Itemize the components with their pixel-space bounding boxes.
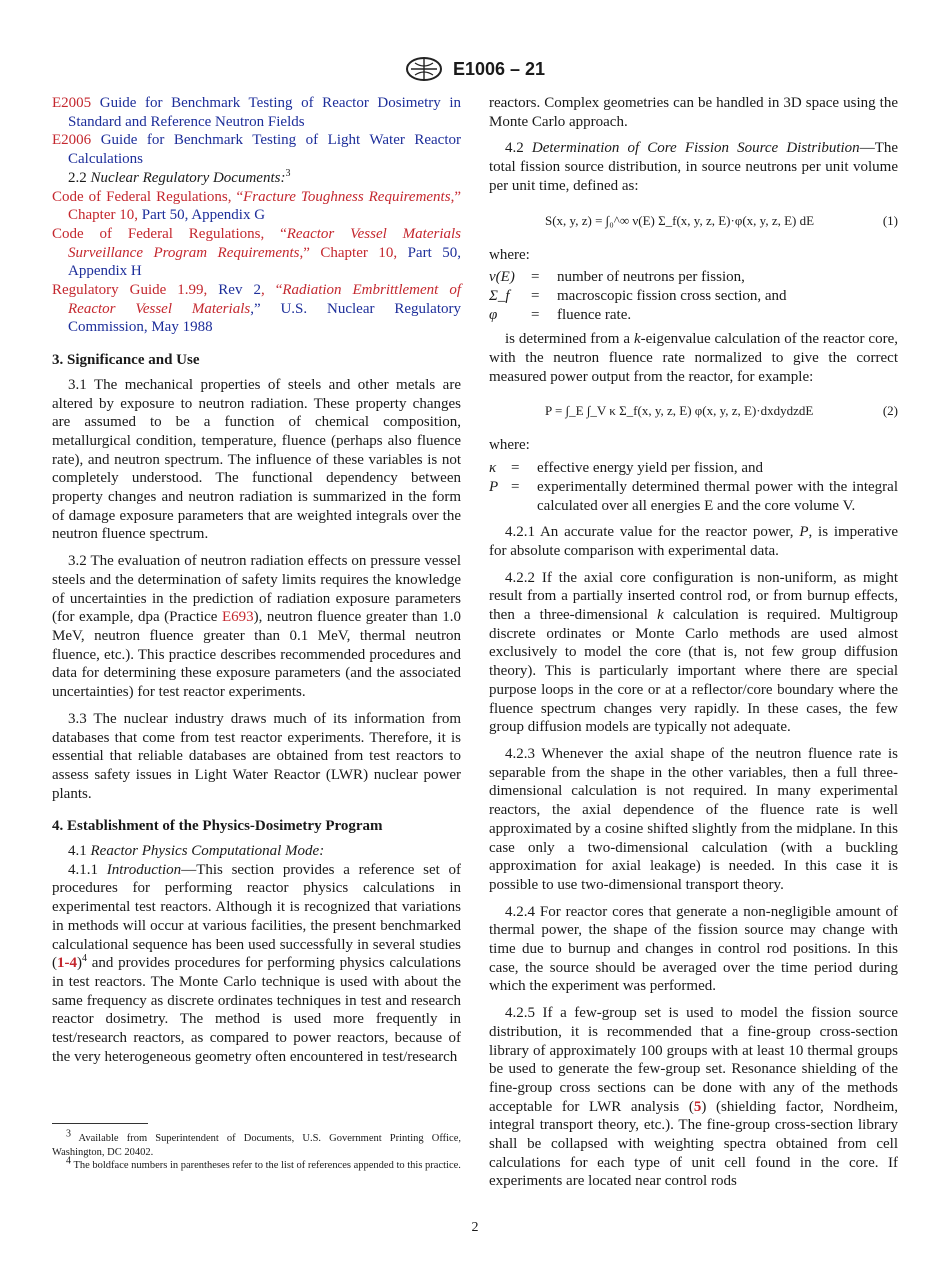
reference-item bbox=[52, 131, 461, 168]
definition-item: P = experimentally determined thermal power with the integral calculated over all energies E and the core volume V. bbox=[489, 478, 898, 514]
paragraph: 3.3 The nuclear industry draws much of its information from databases that come from test reactor experiments. Therefore, it is essential that reliable databases are obtained from test reactors to assess safety issues in Light Water Reactor (LWR) nuclear power plants. bbox=[52, 710, 461, 802]
reference-title-link[interactable]: Guide for Benchmark Testing of Light Water Reactor Calculations bbox=[68, 132, 462, 168]
reference-item: Regulatory Guide 1.99, Rev 2, “Radiation Embrittlement of Reactor Vessel Materials,” U.S. Nuclear Regulatory Commission, May 1988 bbox=[52, 282, 461, 336]
reference-item: Code of Federal Regulations, “Fracture Toughness Requirements,” Chapter 10, Part 50, Appendix G bbox=[52, 188, 461, 224]
paragraph: 3.1 The mechanical properties of steels and other metals are altered by exposure to neutron radiation. These property changes are assumed to be a function of chemical composition, metallurgical condition, temperature, fluence (perhaps also fluence rate), and neutron spectrum. The influence of these variables is not completely understood. The functional dependency between property changes and neutron radiation is summarized in the form of damage exposure parameters that are weighted integrals over the neutron fluence spectrum. bbox=[52, 376, 461, 543]
paragraph: is determined from a k-eigenvalue calculation of the reactor core, with the neutron fluence rate normalized to give the correct measured power output from the reactor, for example: bbox=[489, 331, 898, 385]
reference-item: Code of Federal Regulations, “Reactor Vessel Materials Surveillance Program Requirements,” Chapter 10, Part 50, Appendix H bbox=[52, 225, 461, 280]
reference-link[interactable]: E2005 bbox=[52, 95, 92, 111]
paragraph: reactors. Complex geometries can be handled in 3D space using the Monte Carlo approach. bbox=[489, 95, 898, 130]
footnote: $^3$ Available from Superintendent of Documents, U.S. Government Printing Office, Washington, DC 20402. bbox=[52, 1128, 461, 1158]
reference-title-link[interactable]: Guide for Benchmark Testing of Reactor Dosimetry in Standard and Reference Neutron Fields bbox=[68, 95, 461, 130]
reference-link[interactable]: E693 bbox=[221, 609, 254, 626]
document-code: E1006 – 21 bbox=[452, 58, 546, 79]
section-2-2-heading: 2.2 Nuclear Regulatory Documents:$^3$ bbox=[68, 167, 291, 186]
citation-link[interactable]: 5 bbox=[693, 1098, 702, 1115]
reference-link[interactable]: E2006 bbox=[52, 132, 92, 149]
equation-2 bbox=[489, 392, 898, 430]
definition-item: Σ_f = macroscopic fission cross section, and bbox=[489, 287, 787, 304]
paragraph: 4.2.3 Whenever the axial shape of the neutron fluence rate is separable from the shape in the other variables, then a full three-dimensional calculation is not required. In many experimental reactors, the axial dependence of the fluence rate is well approximated by a cosine shifted slightly from the midplane. In this case only a two-dimensional calculation (with a buckling approximation for axial leakage) is needed. In this case it is possible to use two-dimensional transport theory. bbox=[489, 745, 898, 893]
paragraph: 4.2.4 For reactor cores that generate a non-negligible amount of thermal power, the shape of the fission source may change with time due to burnup and changes in control rod positions. In this case, the source should be averaged over the time period during which the experiment was performed. bbox=[489, 903, 898, 995]
section-heading: 3. Significance and Use bbox=[52, 352, 200, 369]
right-column bbox=[489, 94, 898, 1191]
reference-link[interactable]: Part 50, Appendix G bbox=[141, 207, 266, 224]
definition-list bbox=[489, 268, 898, 324]
where-label: where: bbox=[489, 437, 530, 454]
definition-item: φ = fluence rate. bbox=[489, 306, 632, 323]
page-header bbox=[0, 56, 950, 82]
equation-number: (2) bbox=[882, 403, 898, 419]
definition-item: ν(E) = number of neutrons per fission, bbox=[489, 269, 745, 286]
reference-link[interactable]: Rev 2 bbox=[218, 282, 261, 299]
equation-body: S(x, y, z) = ∫₀^∞ ν(E) Σ_f(x, y, z, E)·φ(x, y, z, E) dE bbox=[545, 212, 815, 228]
definition-item: κ = effective energy yield per fission, and bbox=[489, 460, 764, 477]
astm-logo-icon bbox=[405, 56, 443, 82]
paragraph: 4.2.2 If the axial core configuration is non-uniform, as might result from a partially inserted control rod, or from burnup effects, then a three-dimensional k calculation is required. Multigroup discrete ordinates or Monte Carlo methods are used almost exclusively to model the core (that is, not few group diffusion theory). This is particularly important where there are special purpose loops in the core or at a reflector/core boundary where the fluence spectrum changes very rapidly. In these cases, the few group diffusion models are typically not adequate. bbox=[489, 569, 898, 736]
definition-list bbox=[489, 459, 898, 515]
citation-link[interactable]: 1-4 bbox=[57, 955, 77, 972]
footnote-divider bbox=[52, 1123, 148, 1124]
equation-body: P = ∫_E ∫_V κ Σ_f(x, y, z, E) φ(x, y, z, E)·dxdydzdE bbox=[545, 403, 814, 419]
section-heading: 4. Establishment of the Physics-Dosimetry Program bbox=[52, 818, 383, 835]
left-column bbox=[52, 94, 461, 1066]
reference-item bbox=[52, 94, 461, 131]
equation-1 bbox=[489, 202, 898, 240]
equation-number: (1) bbox=[882, 212, 898, 228]
paragraph: 4.2.5 If a few-group set is used to model the fission source distribution, it is recommended that a fine-group cross-section library of approximately 100 groups with at least 10 thermal groups be used to generate the few-group set. Resonance shielding of the fine-group cross sections can be done with any of the methods acceptable for LWR analysis (5) (shielding factor, Nordheim, integral transport theory, etc.). The fine-group cross-section library shall be collapsed with weighting spectra obtained from cell calculations for each type of unit cell found in the core. If experiments are located near control rods bbox=[489, 1005, 898, 1190]
reference-link[interactable]: Part 50, Appendix H bbox=[68, 244, 461, 280]
page-number: 2 bbox=[471, 1220, 479, 1235]
where-label: where: bbox=[489, 246, 530, 263]
paragraph: 3.2 The evaluation of neutron radiation effects on pressure vessel steels and the determination of safety limits requires the knowledge of uncertainties in the prediction of radiation exposure parameters (for example, dpa (Practice E693), neutron fluence greater than 1.0 MeV, neutron fluence greater than 0.1 MeV, thermal neutron fluence, etc.). This practice describes recommended procedures and data for determining these exposure parameters (and the associated uncertainties) for test reactor experiments. bbox=[52, 553, 461, 701]
subsection-heading: 4.1 Reactor Physics Computational Mode: bbox=[68, 843, 325, 860]
paragraph: 4.2 Determination of Core Fission Source Distribution—The total fission source distribution, in source neutrons per unit volume per unit time, defined as: bbox=[489, 140, 899, 194]
footnotes bbox=[52, 1123, 461, 1173]
paragraph: 4.2.1 An accurate value for the reactor power, P, is imperative for absolute comparison with experimental data. bbox=[489, 524, 898, 559]
paragraph: 4.1.1 Introduction—This section provides a reference set of procedures for performing reactor physics calculations in experimental test reactors. Although it is recognized that variations in methods will occur at various facilities, the present benchmarked calculational sequence has been used successfully in several studies $(1-4)^4$ and provides procedures for performing physics calculations in test reactors. The Monte Carlo technique is used with about the same frequency as discrete ordinates techniques in test and research reactor dosimetry. The method is used more frequently in test/research reactors, as compared to power reactors, because of the very heterogeneous geometry often encountered in test/research bbox=[52, 861, 462, 1065]
footnote: $^4$ The boldface numbers in parentheses refer to the list of references appended to this practice. bbox=[66, 1155, 461, 1171]
